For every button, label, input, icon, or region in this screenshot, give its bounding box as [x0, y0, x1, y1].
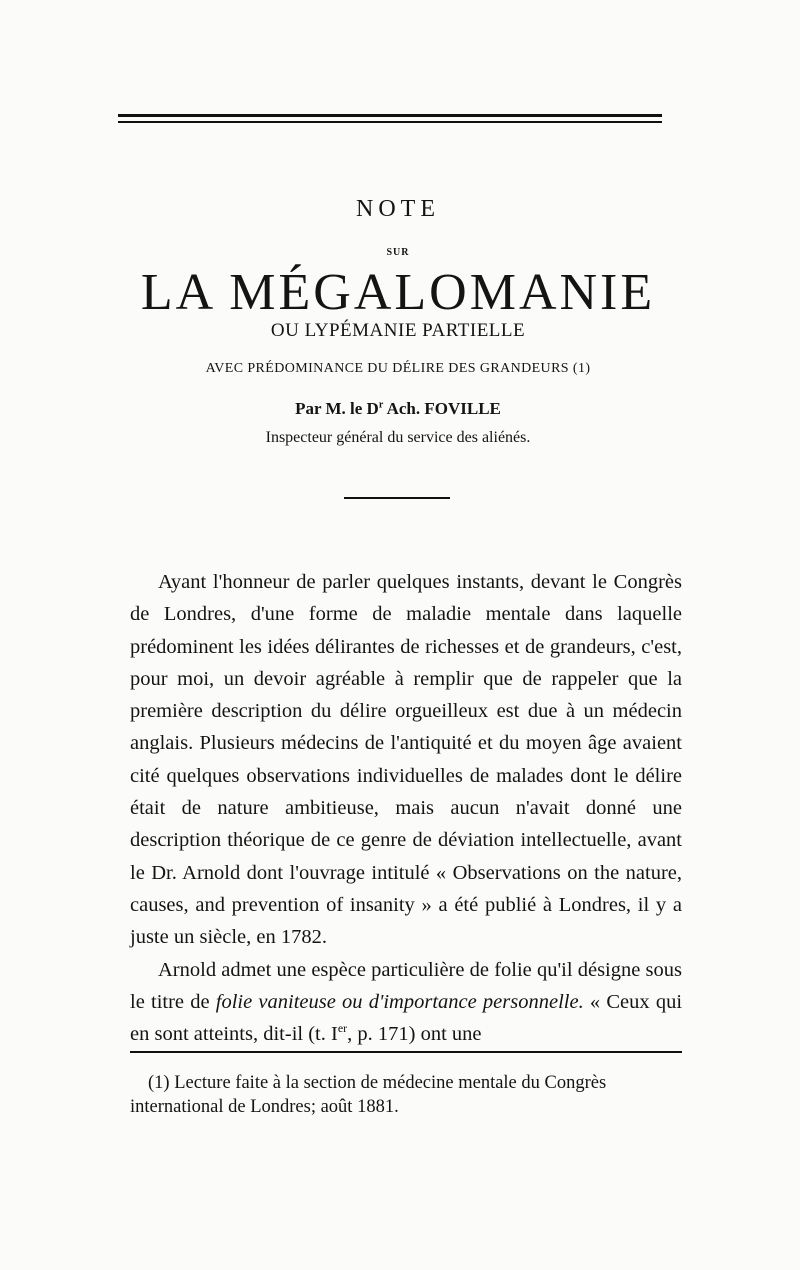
author-prefix: Par M. le D [295, 399, 379, 418]
footnote-rule [130, 1051, 682, 1053]
sur-label: SUR [386, 247, 410, 258]
paragraph-2 [130, 954, 682, 1051]
footnote [130, 1071, 682, 1119]
page-title: LA MÉGALOMANIE [140, 264, 656, 321]
subtitle: OU LYPÉMANIE PARTIELLE [270, 320, 526, 341]
author-line [118, 399, 678, 419]
paragraph-2-end: , p. 171) ont une [347, 1023, 482, 1046]
author-sup: r [378, 399, 384, 411]
body-text [130, 566, 682, 1050]
paragraph-2-middle: « Ceux qui en sont atteints, dit-il (t. I [130, 990, 683, 1046]
paragraph-2-italic: folie vaniteuse ou d'importance personnelle. [215, 990, 584, 1013]
author-name: Ach. FOVILLE [383, 399, 501, 418]
paragraph-2-sup: er [337, 1021, 348, 1036]
subtitle-secondary: AVEC PRÉDOMINANCE DU DÉLIRE DES GRANDEURS (1) [205, 361, 591, 376]
top-rule-thin [118, 121, 662, 123]
paragraph-2-start: Arnold admet une espèce particulière de folie qu'il désigne sous le titre de [130, 958, 682, 1013]
section-separator [344, 497, 450, 499]
author-title: Inspecteur général du service des aliénés. [265, 429, 531, 446]
paragraph-1: Ayant l'honneur de parler quelques instants, devant le Congrès de Londres, d'une forme de maladie mentale dans laquelle prédominent les idées délirantes de richesses et de grandeurs, c'est, pour moi, un devoir agréable à remplir que de rappeler que la première description du délire orgueilleux est due à un médecin anglais. Plusieurs médecins de l'antiquité et du moyen âge avaient cité quelques observations individuelles de malades dont le délire était de nature ambitieuse, mais aucun n'avait donné une description théorique de ce genre de déviation intellectuelle, avant le Dr. Arnold dont l'ouvrage intitulé « Observations on the nature, causes, and prevention of insanity » a été publié à Londres, il y a juste un siècle, en 1782. [130, 571, 682, 949]
top-rule-thick [118, 114, 662, 117]
footnote-text: (1) Lecture faite à la section de médecine mentale du Congrès international de Londres; août 1881. [130, 1073, 607, 1117]
note-heading: NOTE [356, 196, 440, 222]
